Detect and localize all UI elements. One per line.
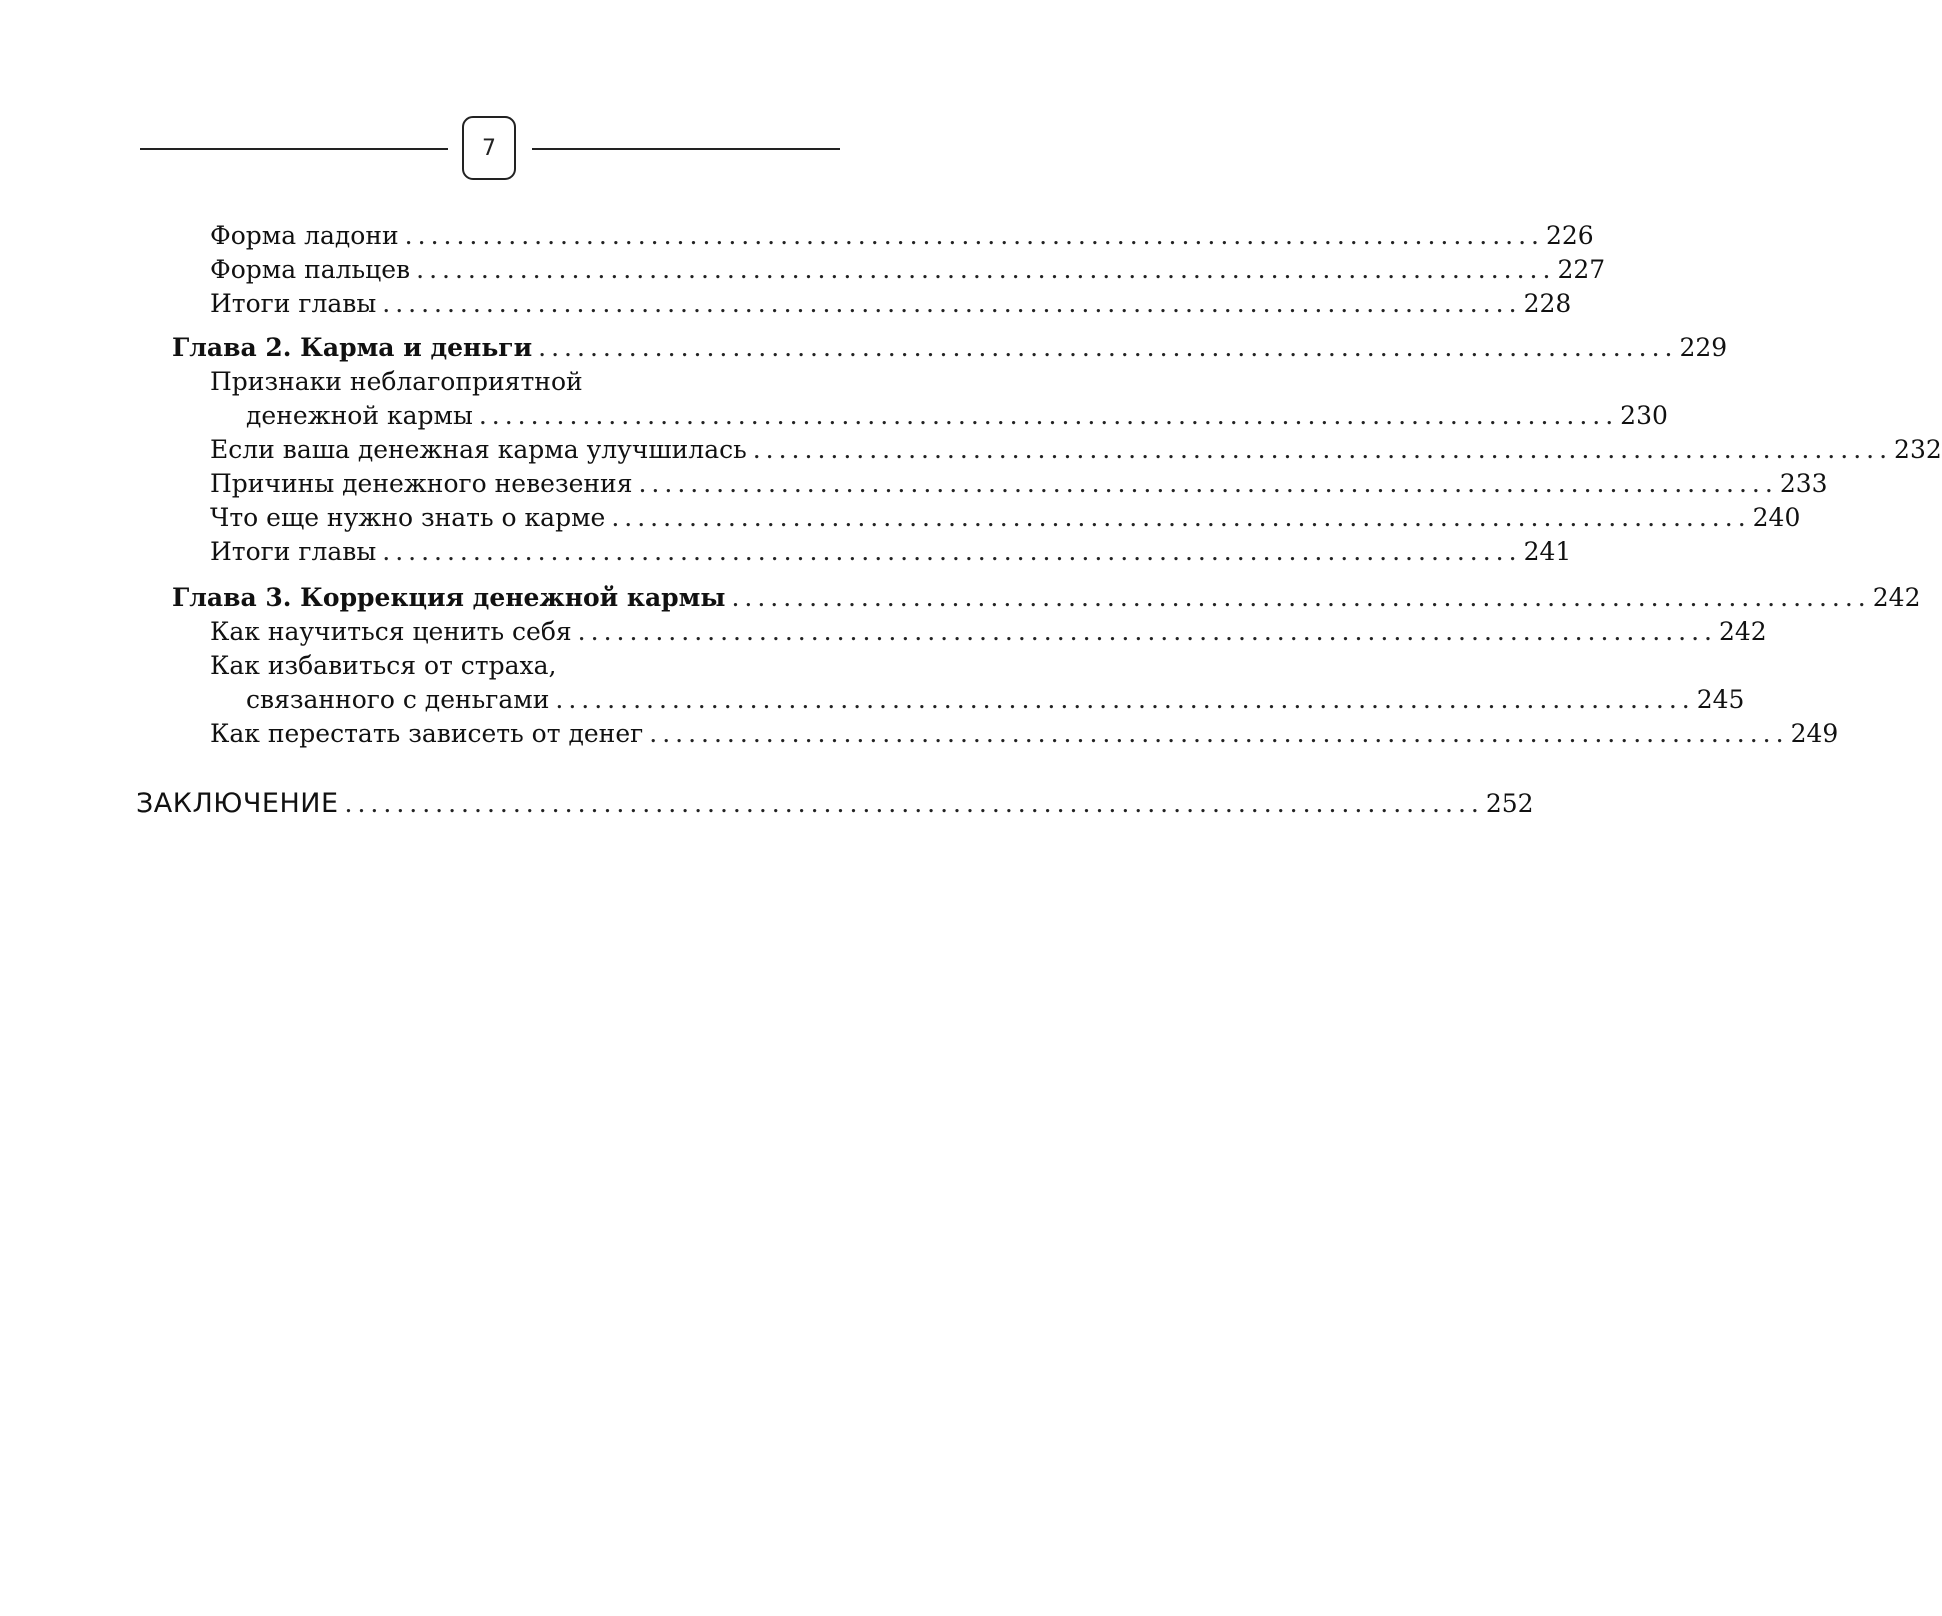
toc-entry-title: Что еще нужно знать о карме [210,503,606,532]
toc-chapter[interactable] [172,580,1921,616]
toc-entry-title: Итоги главы [210,537,377,566]
toc-entry-page: 232 [1894,435,1942,464]
dot-leader: ........................................................................................ [731,583,1871,612]
toc-entry-title: Итоги главы [210,289,377,318]
toc-entry-page: 245 [1696,685,1745,714]
toc-entry[interactable] [210,534,1572,570]
dot-leader: ........................................................................................ [344,789,1484,818]
toc-entry[interactable] [210,252,1606,288]
toc-chapter-title: Глава 3. Коррекция денежной кармы [172,583,726,612]
toc-entry-page: 226 [1546,221,1594,250]
toc-entry-title: Как научиться ценить себя [210,617,572,646]
toc-entry-title: Как перестать зависеть от денег [210,719,644,748]
toc-entry-page: 233 [1779,469,1828,498]
dot-leader: ........................................................................................ [478,401,1619,430]
toc-entry-title: Форма пальцев [210,255,411,284]
toc-chapter-title: Глава 2. Карма и деньги [172,333,533,362]
toc-entry[interactable] [210,286,1572,322]
dot-leader: ........................................................................................ [382,289,1522,318]
toc-entry[interactable] [246,398,1668,434]
toc-chapter-page: 229 [1679,333,1728,362]
dot-leader: ........................................................................................ [752,435,1893,464]
dot-leader: ........................................................................................ [577,617,1717,646]
toc-entry-page: 228 [1523,289,1572,318]
toc-entry-title-line1[interactable]: Признаки неблагоприятной [210,367,583,396]
toc-entry-page: 240 [1752,503,1801,532]
dot-leader: ........................................................................................ [611,503,1751,532]
toc-conclusion-title: ЗАКЛЮЧЕНИЕ [136,788,339,819]
toc-conclusion[interactable] [136,786,1534,822]
toc-entry[interactable] [246,682,1745,718]
dot-leader: ........................................................................................ [382,537,1522,566]
header-rule-left [140,148,448,150]
toc-conclusion-page: 252 [1485,789,1534,818]
toc-entry-title: Причины денежного невезения [210,469,633,498]
dot-leader: ........................................................................................ [404,221,1544,250]
dot-leader: ........................................................................................ [416,255,1556,284]
toc-entry-title: Если ваша денежная карма улучшилась [210,435,747,464]
toc-entry-title: Форма ладони [210,221,399,250]
dot-leader: ........................................................................................ [538,333,1678,362]
dot-leader: ........................................................................................ [638,469,1778,498]
toc-entry[interactable] [210,466,1828,502]
toc-entry[interactable] [210,500,1801,536]
header-rule-right [532,148,840,150]
toc-entry[interactable] [210,614,1767,650]
toc-entry-title-line2: связанного с деньгами [246,685,550,714]
toc-entry-page: 249 [1790,719,1839,748]
dot-leader: ........................................................................................ [555,685,1695,714]
toc-entry[interactable] [210,716,1839,752]
toc-entry-page: 241 [1523,537,1572,566]
toc-entry-page: 227 [1557,255,1606,284]
page-header [140,116,840,180]
toc-entry[interactable] [210,218,1594,254]
dot-leader: ........................................................................................ [649,719,1789,748]
toc-chapter-page: 242 [1872,583,1921,612]
toc-entry-page: 242 [1719,617,1767,646]
toc-entry-title-line1[interactable]: Как избавиться от страха, [210,651,557,680]
toc-entry-title-line2: денежной кармы [246,401,473,430]
toc-entry[interactable] [210,432,1942,468]
toc-chapter[interactable] [172,330,1728,366]
toc-entry-page: 230 [1620,401,1668,430]
page-number: 7 [462,116,516,180]
